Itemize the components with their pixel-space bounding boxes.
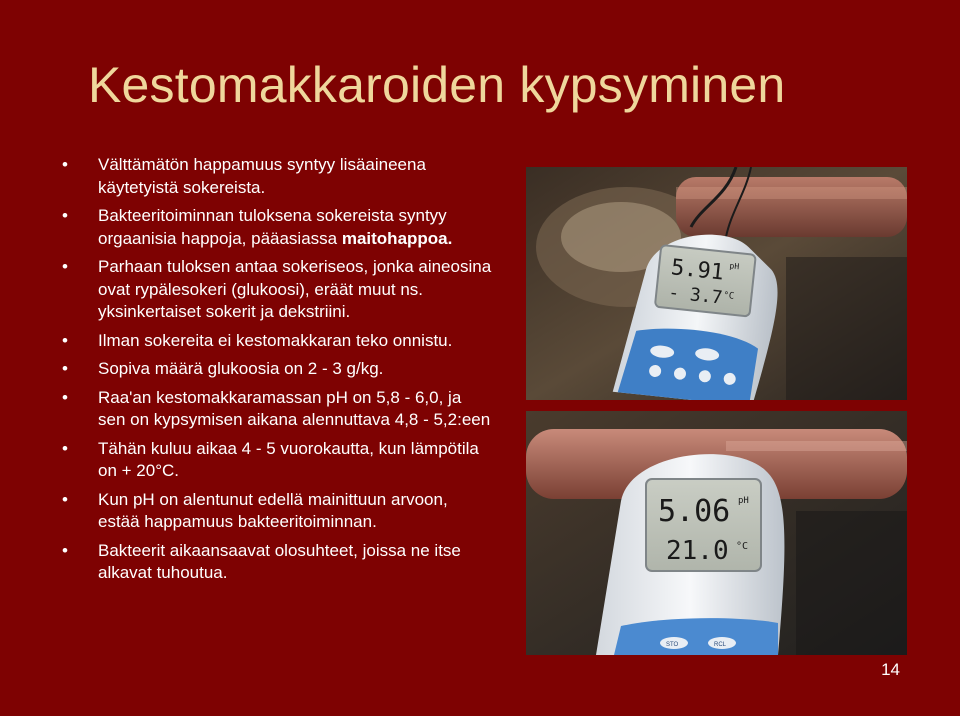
bullet-item: • Tähän kuluu aikaa 4 - 5 vuorokautta, kun lämpötila on + 20°C.: [62, 438, 492, 483]
lcd-reading-top: 5.91: [669, 255, 726, 286]
lcd2-reading-bottom: 21.0: [666, 536, 729, 566]
bullet-bold-term: maitohappoa.: [341, 228, 453, 248]
button-label-sto: STO: [666, 642, 679, 648]
bullet-item: • Kun pH on alentunut edellä mainittuun arvoon, estää happamuus bakteeritoiminnan.: [62, 489, 492, 534]
bullet-item: • Bakteerit aikaansaavat olosuhteet, joissa ne itse alkavat tuhoutua.: [62, 540, 492, 585]
lcd-unit-bottom: °C: [722, 290, 735, 302]
page-number: 14: [881, 660, 900, 679]
bullet-item: • Välttämätön happamuus syntyy lisäaineena käytetyistä sokereista.: [62, 154, 492, 199]
button-label-rcl: RCL: [714, 642, 727, 648]
lcd-reading-bottom: - 3.7: [667, 282, 724, 309]
lcd2-unit-bottom: °C: [736, 541, 749, 552]
bullet-list: [62, 154, 492, 591]
ph-meter-photo-2: [526, 411, 907, 655]
bullet-item: • Raa'an kestomakkaramassan pH on 5,8 - 6,0, ja sen on kypsymisen aikana alennuttava 4,8 - 5,2:een: [62, 387, 492, 432]
ph-meter-illustration-2: [526, 411, 907, 655]
slide-title: Kestomakkaroiden kypsyminen: [88, 57, 786, 113]
lcd2-unit-top: pH: [738, 496, 749, 506]
bullet-item: • Sopiva määrä glukoosia on 2 - 3 g/kg.: [62, 358, 492, 381]
bullet-item: • Bakteeritoiminnan tuloksena sokereista syntyy orgaanisia happoja, pääasiassa maitohappoa.: [62, 205, 492, 250]
ph-meter-photo-1: [526, 167, 907, 400]
lcd2-reading-top: 5.06: [658, 494, 731, 529]
lcd-unit-top: pH: [729, 261, 740, 272]
bullet-item: • Ilman sokereita ei kestomakkaran teko onnistu.: [62, 330, 492, 353]
ph-meter-illustration-1: [526, 167, 907, 400]
bullet-item: • Parhaan tuloksen antaa sokeriseos, jonka aineosina ovat rypälesokeri (glukoosi), eräät muut ns. yksinkertaiset sokerit ja dekstriini.: [62, 256, 492, 324]
